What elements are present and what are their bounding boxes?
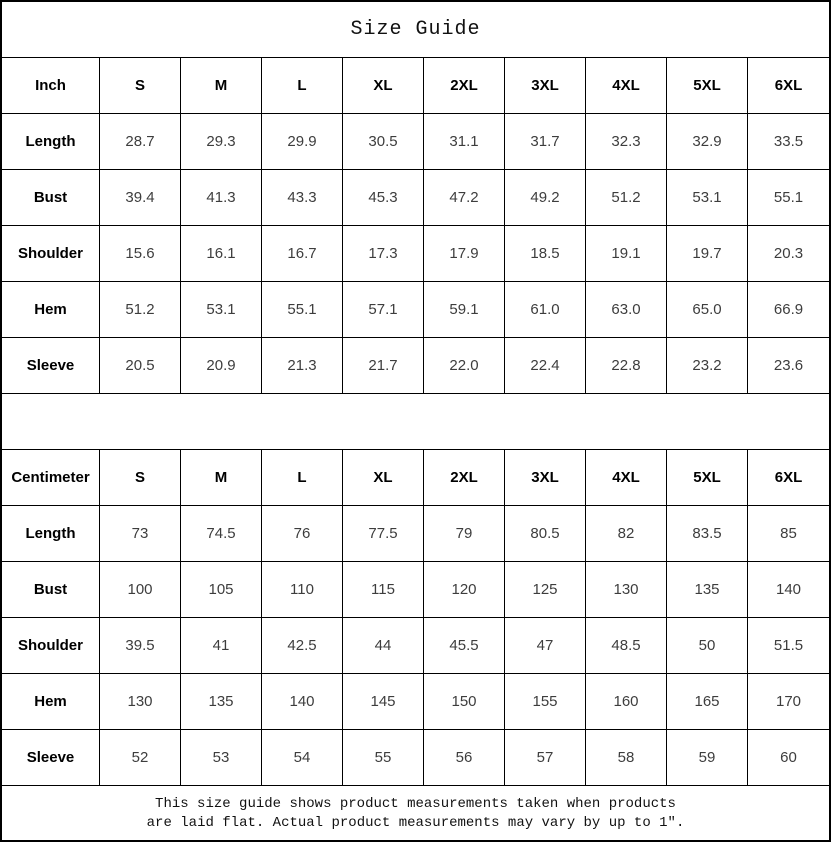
unit-header-cell: Inch (2, 58, 100, 113)
value-cell: 39.4 (100, 170, 181, 225)
size-header-cell: L (262, 58, 343, 113)
unit-header-cell: Centimeter (2, 450, 100, 505)
value-cell: 130 (586, 562, 667, 617)
value-cell: 79 (424, 506, 505, 561)
value-cell: 20.3 (773, 245, 804, 262)
value-cell: 51.2 (586, 170, 667, 225)
row-label-cell: Hem (2, 282, 100, 337)
value-cell: 63.0 (586, 282, 667, 337)
value-cell: 110 (262, 562, 343, 617)
value-cell: 61.0 (505, 282, 586, 337)
value-cell: 140 (262, 674, 343, 729)
row-label-cell: Sleeve (2, 338, 100, 393)
value-cell: 120 (424, 562, 505, 617)
size-header-cell: 5XL (667, 450, 748, 505)
size-header-cell: S (100, 450, 181, 505)
value-cell: 39.5 (100, 618, 181, 673)
value-cell: 56 (424, 730, 505, 785)
size-header-cell: 6XL (774, 77, 803, 94)
value-cell: 59 (667, 730, 748, 785)
value-cell: 43.3 (262, 170, 343, 225)
value-cell: 20.9 (181, 338, 262, 393)
value-cell: 51.5 (773, 637, 804, 654)
value-cell: 59.1 (424, 282, 505, 337)
size-header-cell: 5XL (667, 58, 748, 113)
footer-note (2, 786, 829, 840)
value-cell: 73 (100, 506, 181, 561)
table-row (2, 562, 829, 618)
table-row (2, 338, 829, 394)
value-cell: 53.1 (667, 170, 748, 225)
row-label-cell: Shoulder (2, 226, 100, 281)
value-cell: 45.5 (424, 618, 505, 673)
value-cell: 105 (181, 562, 262, 617)
table-row (2, 114, 829, 170)
value-cell: 44 (343, 618, 424, 673)
table-row (2, 730, 829, 786)
size-header-cell: 3XL (505, 450, 586, 505)
table-row (2, 226, 829, 282)
value-cell: 15.6 (100, 226, 181, 281)
value-cell: 55.1 (773, 189, 804, 206)
value-cell: 32.9 (667, 114, 748, 169)
size-header-cell: S (100, 58, 181, 113)
value-cell: 42.5 (262, 618, 343, 673)
value-cell: 140 (775, 581, 802, 598)
size-table-centimeter (2, 450, 829, 786)
value-cell: 30.5 (343, 114, 424, 169)
value-cell: 83.5 (667, 506, 748, 561)
value-cell: 57.1 (343, 282, 424, 337)
size-header-cell: M (181, 450, 262, 505)
value-cell: 135 (667, 562, 748, 617)
size-header-cell: XL (343, 58, 424, 113)
value-cell: 31.7 (505, 114, 586, 169)
value-cell: 51.2 (100, 282, 181, 337)
value-cell: 145 (343, 674, 424, 729)
size-header-cell: XL (343, 450, 424, 505)
size-header-cell: 2XL (424, 450, 505, 505)
value-cell: 74.5 (181, 506, 262, 561)
table-gap (2, 394, 829, 450)
value-cell: 29.9 (262, 114, 343, 169)
value-cell: 33.5 (773, 133, 804, 150)
header-row (2, 450, 829, 506)
value-cell: 31.1 (424, 114, 505, 169)
value-cell: 60 (780, 749, 797, 766)
row-label-cell: Sleeve (2, 730, 100, 785)
table-row (2, 674, 829, 730)
row-label-cell: Bust (2, 562, 100, 617)
table-row (2, 170, 829, 226)
row-label-cell: Bust (2, 170, 100, 225)
value-cell: 41.3 (181, 170, 262, 225)
value-cell: 52 (100, 730, 181, 785)
size-header-cell: L (262, 450, 343, 505)
size-header-cell: 4XL (586, 58, 667, 113)
value-cell: 22.8 (586, 338, 667, 393)
value-cell: 16.1 (181, 226, 262, 281)
footer-note-line-1: This size guide shows product measurements taken when products (155, 796, 676, 812)
value-cell: 115 (343, 562, 424, 617)
value-cell: 53.1 (181, 282, 262, 337)
value-cell: 22.0 (424, 338, 505, 393)
value-cell: 58 (586, 730, 667, 785)
table-row (2, 506, 829, 562)
table-row (2, 282, 829, 338)
value-cell: 125 (505, 562, 586, 617)
value-cell: 65.0 (667, 282, 748, 337)
value-cell: 160 (586, 674, 667, 729)
size-header-cell: 2XL (424, 58, 505, 113)
footer-note-line-2: are laid flat. Actual product measurements may vary by up to 1″. (146, 815, 685, 831)
value-cell: 53 (181, 730, 262, 785)
value-cell: 19.1 (586, 226, 667, 281)
value-cell: 100 (100, 562, 181, 617)
value-cell: 28.7 (100, 114, 181, 169)
row-label-cell: Hem (2, 674, 100, 729)
value-cell: 66.9 (773, 301, 804, 318)
value-cell: 80.5 (505, 506, 586, 561)
page-title: Size Guide (2, 2, 829, 58)
value-cell: 21.7 (343, 338, 424, 393)
value-cell: 82 (586, 506, 667, 561)
value-cell: 77.5 (343, 506, 424, 561)
header-row (2, 58, 829, 114)
value-cell: 49.2 (505, 170, 586, 225)
value-cell: 47.2 (424, 170, 505, 225)
value-cell: 23.2 (667, 338, 748, 393)
value-cell: 135 (181, 674, 262, 729)
value-cell: 17.3 (343, 226, 424, 281)
value-cell: 41 (181, 618, 262, 673)
value-cell: 130 (100, 674, 181, 729)
value-cell: 21.3 (262, 338, 343, 393)
value-cell: 45.3 (343, 170, 424, 225)
value-cell: 16.7 (262, 226, 343, 281)
row-label-cell: Length (2, 506, 100, 561)
size-header-cell: 6XL (774, 469, 803, 486)
value-cell: 155 (505, 674, 586, 729)
value-cell: 32.3 (586, 114, 667, 169)
value-cell: 50 (667, 618, 748, 673)
value-cell: 23.6 (773, 357, 804, 374)
value-cell: 19.7 (667, 226, 748, 281)
value-cell: 48.5 (586, 618, 667, 673)
value-cell: 22.4 (505, 338, 586, 393)
value-cell: 170 (775, 693, 802, 710)
row-label-cell: Length (2, 114, 100, 169)
value-cell: 20.5 (100, 338, 181, 393)
size-header-cell: 4XL (586, 450, 667, 505)
size-header-cell: M (181, 58, 262, 113)
value-cell: 29.3 (181, 114, 262, 169)
table-row (2, 618, 829, 674)
value-cell: 55 (343, 730, 424, 785)
value-cell: 55.1 (262, 282, 343, 337)
value-cell: 85 (780, 525, 797, 542)
value-cell: 18.5 (505, 226, 586, 281)
value-cell: 57 (505, 730, 586, 785)
value-cell: 47 (505, 618, 586, 673)
value-cell: 17.9 (424, 226, 505, 281)
value-cell: 54 (262, 730, 343, 785)
value-cell: 150 (424, 674, 505, 729)
value-cell: 76 (262, 506, 343, 561)
size-header-cell: 3XL (505, 58, 586, 113)
value-cell: 165 (667, 674, 748, 729)
row-label-cell: Shoulder (2, 618, 100, 673)
size-table-inch (2, 58, 829, 394)
